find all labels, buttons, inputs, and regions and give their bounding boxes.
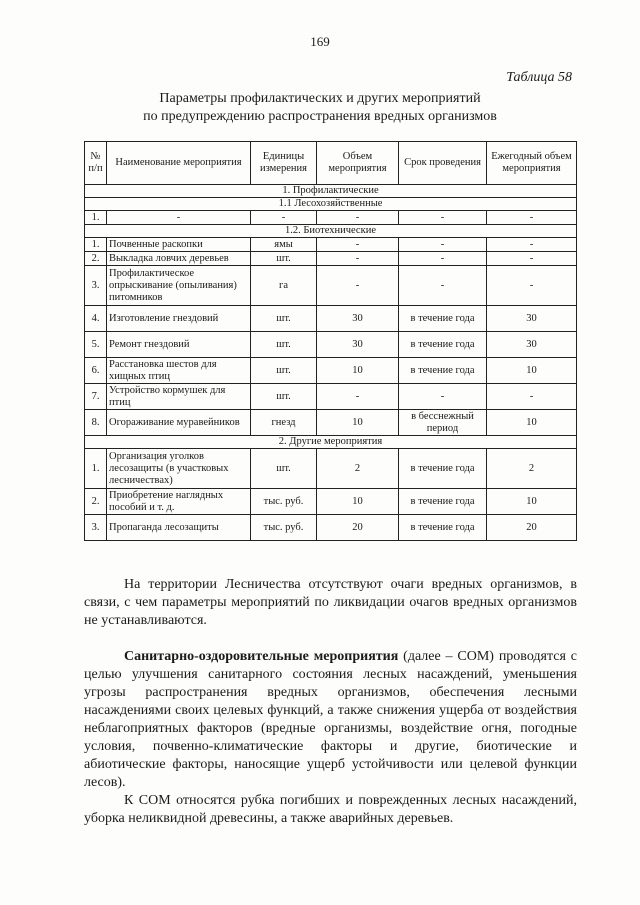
table-row (85, 266, 577, 306)
table-row (85, 410, 577, 436)
paragraph-text: К СОМ относятся рубка погибших и поврежденных лесных насаждений, уборка неликвидной древесины, а также аварийных деревьев. (84, 793, 577, 826)
paragraph-som-definition (84, 648, 577, 792)
cell-term: - (399, 238, 487, 252)
header-unit: Единицы измерения (251, 142, 317, 185)
cell-volume: - (317, 384, 399, 410)
cell-unit: шт. (251, 449, 317, 489)
table-row (85, 332, 577, 358)
cell-name: Пропаганда лесозащиты (107, 515, 251, 541)
cell-term: в течение года (399, 358, 487, 384)
cell-name: Профилактическое опрыскивание (опыливания) питомников (107, 266, 251, 306)
cell-annual: - (487, 266, 577, 306)
cell-num: 2. (85, 252, 107, 266)
cell-unit: шт. (251, 358, 317, 384)
section-row (85, 198, 577, 211)
cell-unit: гнезд (251, 410, 317, 436)
cell-annual: 30 (487, 306, 577, 332)
cell-unit: га (251, 266, 317, 306)
cell-num: 1. (85, 238, 107, 252)
section-row (85, 436, 577, 449)
table-row (85, 489, 577, 515)
paragraph-no-pest-foci (84, 576, 577, 630)
table-row (85, 306, 577, 332)
cell-annual: - (487, 252, 577, 266)
table-label: Таблица 58 (506, 70, 572, 85)
cell-term: в течение года (399, 332, 487, 358)
cell-num: 3. (85, 515, 107, 541)
section-row (85, 225, 577, 238)
cell-annual: 20 (487, 515, 577, 541)
cell-unit: шт. (251, 384, 317, 410)
header-annual: Ежегодный объем мероприятия (487, 142, 577, 185)
cell-num: 4. (85, 306, 107, 332)
cell-num: 7. (85, 384, 107, 410)
paragraph-som-list (84, 792, 577, 828)
cell-annual: 10 (487, 358, 577, 384)
table-row (85, 238, 577, 252)
cell-name: Приобретение наглядных пособий и т. д. (107, 489, 251, 515)
cell-num: 3. (85, 266, 107, 306)
cell-term: - (399, 211, 487, 225)
cell-num: 5. (85, 332, 107, 358)
cell-name: Устройство кормушек для птиц (107, 384, 251, 410)
cell-name: Расстановка шестов для хищных птиц (107, 358, 251, 384)
paragraph-text: На территории Лесничества отсутствуют очаги вредных организмов, в связи, с чем параметры мероприятий по ликвидации очагов вредных организмов не устанавливаются. (84, 577, 577, 628)
cell-name: Почвенные раскопки (107, 238, 251, 252)
cell-term: - (399, 384, 487, 410)
paragraph-rest: (далее – СОМ) проводятся с целью улучшения санитарного состояния лесных насаждений, уменьшения угрозы распространения вредных организмов, обеспечения лесными насаждениями своих целевых функций, а также снижения ущерба от воздействия неблагоприятных факторов (вредные организмы, воздействие огня, погодные условия, почвенно-климатические факторы и другие, биотические и абиотические факторы, наносящие ущерб устойчивости или целевой функции лесов). (84, 649, 577, 790)
cell-unit: тыс. руб. (251, 515, 317, 541)
cell-annual: - (487, 238, 577, 252)
cell-term: в течение года (399, 449, 487, 489)
table-row (85, 252, 577, 266)
cell-num: 6. (85, 358, 107, 384)
cell-volume: 30 (317, 306, 399, 332)
cell-unit: шт. (251, 332, 317, 358)
cell-unit: шт. (251, 306, 317, 332)
table-row (85, 384, 577, 410)
cell-name: Изготовление гнездовий (107, 306, 251, 332)
cell-name: Выкладка ловчих деревьев (107, 252, 251, 266)
cell-volume: 20 (317, 515, 399, 541)
cell-num: 2. (85, 489, 107, 515)
cell-term: в течение года (399, 489, 487, 515)
page-number: 169 (310, 34, 330, 49)
paragraph-text (84, 648, 577, 792)
header-name: Наименование мероприятия (107, 142, 251, 185)
table-row (85, 358, 577, 384)
cell-unit: тыс. руб. (251, 489, 317, 515)
cell-num: 1. (85, 449, 107, 489)
caption-line-1: Параметры профилактических и других мероприятий (159, 91, 481, 106)
cell-term: - (399, 266, 487, 306)
cell-annual: 10 (487, 489, 577, 515)
caption-line-2: по предупреждению распространения вредных организмов (143, 109, 497, 124)
section-row (85, 185, 577, 198)
cell-volume: 30 (317, 332, 399, 358)
cell-volume: 10 (317, 489, 399, 515)
cell-volume: - (317, 211, 399, 225)
cell-volume: - (317, 252, 399, 266)
section-title: 1.1 Лесохозяйственные (85, 198, 577, 211)
cell-volume: - (317, 238, 399, 252)
section-title: 2. Другие мероприятия (85, 436, 577, 449)
bold-term: Санитарно-оздоровительные мероприятия (124, 649, 399, 664)
cell-annual: 30 (487, 332, 577, 358)
cell-annual: 10 (487, 410, 577, 436)
header-term: Срок проведения (399, 142, 487, 185)
cell-annual: - (487, 384, 577, 410)
cell-volume: 10 (317, 358, 399, 384)
cell-volume: - (317, 266, 399, 306)
section-title: 1.2. Биотехнические (85, 225, 577, 238)
table-header-row (85, 142, 577, 185)
table-caption (0, 90, 640, 126)
cell-term: в бесснежный период (399, 410, 487, 436)
table-row (85, 449, 577, 489)
cell-volume: 2 (317, 449, 399, 489)
cell-term: в течение года (399, 515, 487, 541)
section-title: 1. Профилактические (85, 185, 577, 198)
cell-volume: 10 (317, 410, 399, 436)
cell-name: Огораживание муравейников (107, 410, 251, 436)
cell-unit: - (251, 211, 317, 225)
table-row (85, 515, 577, 541)
cell-annual: - (487, 211, 577, 225)
header-volume: Объем мероприятия (317, 142, 399, 185)
table-row (85, 211, 577, 225)
cell-annual: 2 (487, 449, 577, 489)
cell-name: - (107, 211, 251, 225)
header-num: № п/п (85, 142, 107, 185)
cell-term: - (399, 252, 487, 266)
parameters-table (84, 141, 577, 541)
cell-unit: шт. (251, 252, 317, 266)
cell-num: 1. (85, 211, 107, 225)
cell-term: в течение года (399, 306, 487, 332)
cell-unit: ямы (251, 238, 317, 252)
cell-name: Ремонт гнездовий (107, 332, 251, 358)
cell-name: Организация уголков лесозащиты (в участковых лесничествах) (107, 449, 251, 489)
cell-num: 8. (85, 410, 107, 436)
